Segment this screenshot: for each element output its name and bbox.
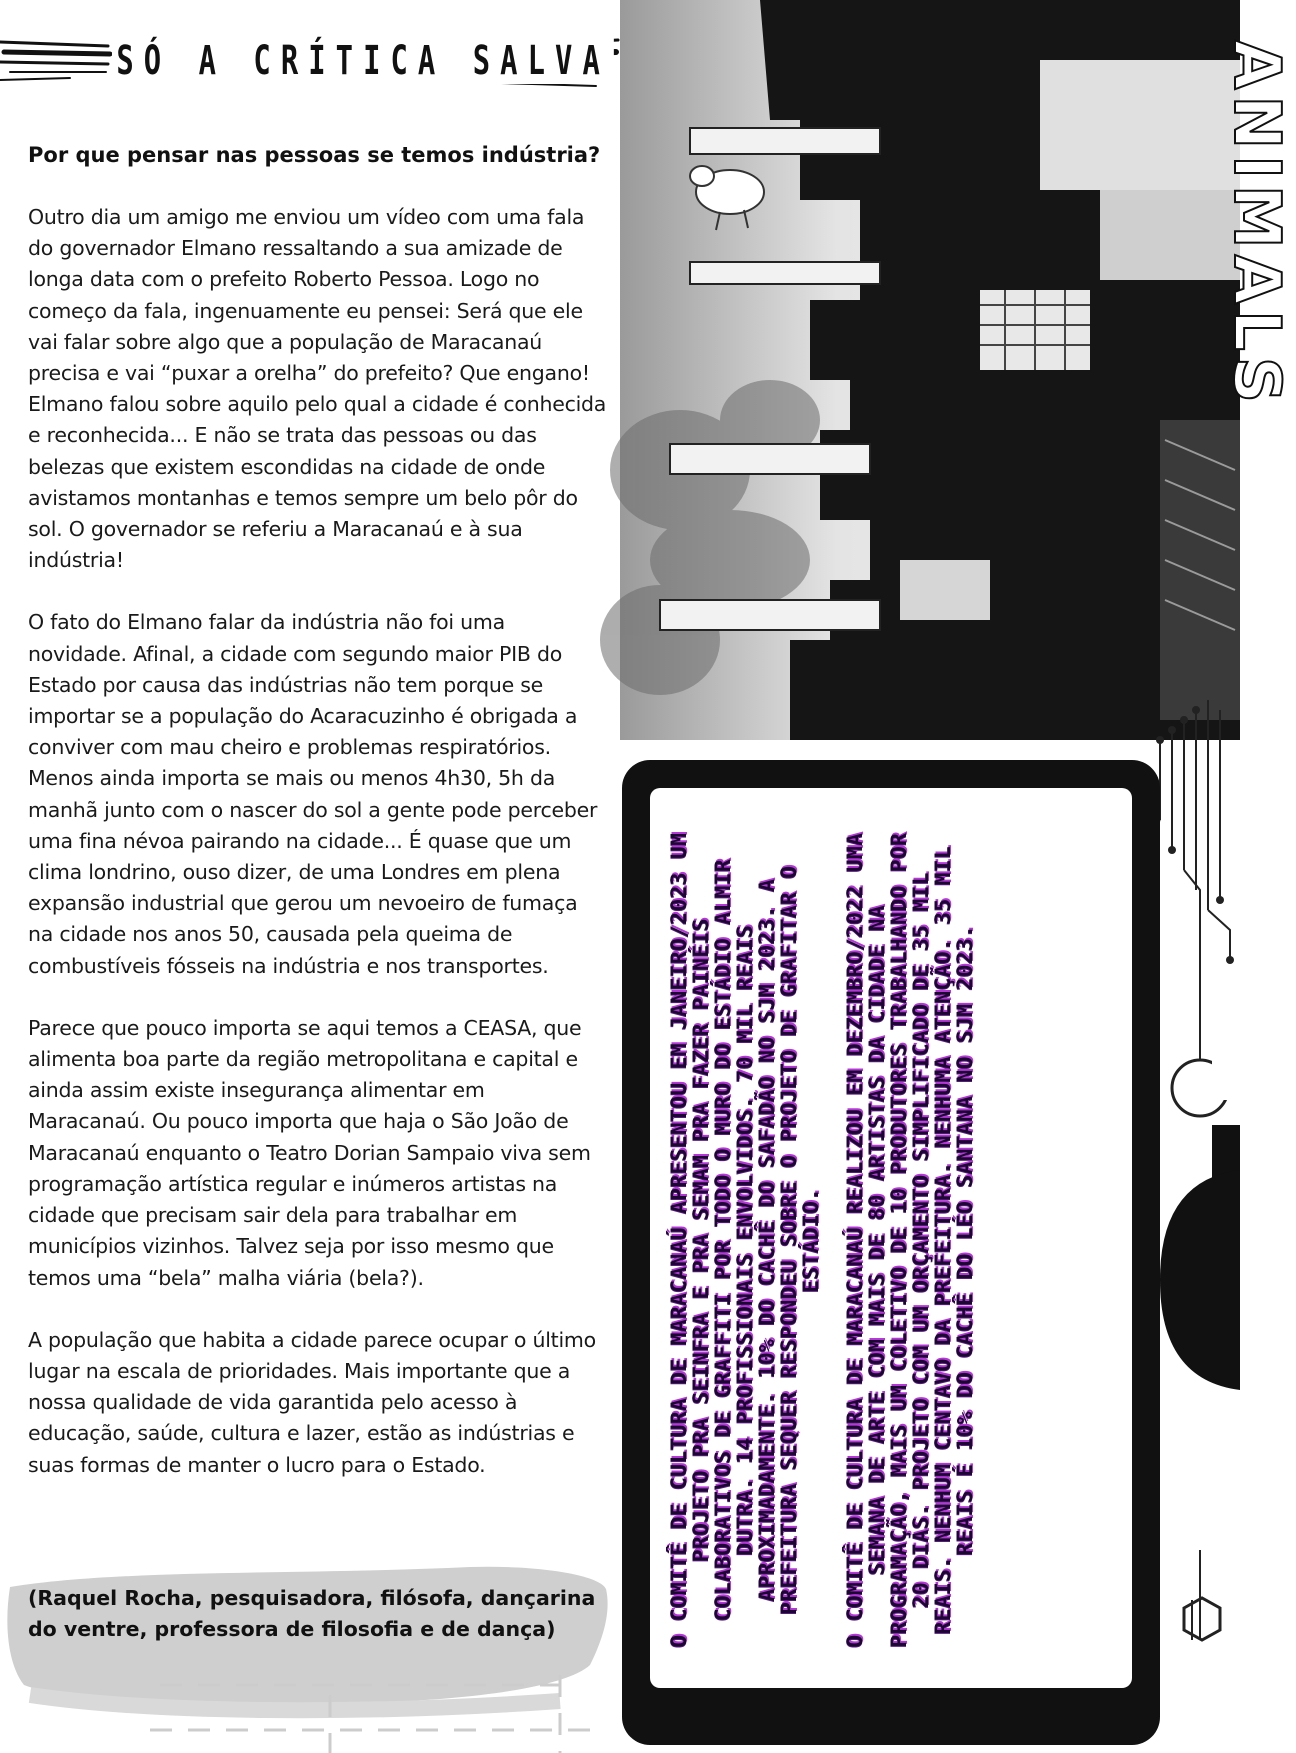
article-paragraph: Outro dia um amigo me enviou um vídeo com uma fala do governador Elmano ressaltando a sua amizade de longa data com o prefeito Roberto Pessoa. Logo no começo da fala, ingenuamente eu pensei: Será que ele vai falar sobre algo que a população de Maracanaú precisa e vai “puxar a orelha” do prefeito? Que engano! Elmano falou sobre aquilo pelo qual a cidade é conhecida e reconhecida... E não se trata das pessoas ou das belezas que existem escondidas na cidade de onde avistamos montanhas e temos sempre um belo pôr do sol. O governador se referiu a Maracanaú e à sua indústria!	[28, 205, 607, 573]
notice-paragraph-art-week: O COMITÊ DE CULTURA DE MARACANAÚ REALIZOU EM DEZEMBRO/2022 UMA SEMANA DE ARTE COM MAIS DE 80 ARTISTAS DA CIDADE NA PROGRAMAÇÃO, MAIS UM COLETIVO DE 10 PRODUTORES TRABALHANDO POR 20 DIAS. PROJETO COM UM ORÇAMENTO SIMPLIFICADO DE 35 MIL REAIS. NENHUM CENTAVO DA PREFEITURA. NENHUMA ATENÇÃO. 35 MIL REAIS É 10% DO CACHÊ DO LÉO SANTANA NO SJM 2023.	[843, 832, 977, 1648]
power-station-photo	[620, 0, 1293, 740]
album-title-lettering: ANIMALS	[1219, 40, 1293, 409]
article-paragraph: Parece que pouco importa se aqui temos a CEASA, que alimenta boa parte da região metropolitana e capital e ainda assim existe insegurança alimentar em Maracanaú. Ou pouco importa que haja o São João de Maracanaú enquanto o Teatro Dorian Sampaio viva sem programação artística regular e inúmeros artistas na cidade que precisam sair dela para trabalhar em municípios vizinhos. Talvez seja por isso mesmo que temos uma “bela” malha viária (bela?).	[28, 1015, 591, 1290]
power-station-illustration	[620, 0, 1240, 740]
author-credit-area	[0, 1545, 620, 1753]
article-paragraph: O fato do Elmano falar da indústria não foi uma novidade. Afinal, a cidade com segundo maior PIB do Estado por causa das indústrias não tem porque se importar se a população do Acaracuzinho é obrigada a conviver com mau cheiro e problemas respiratórios. Menos ainda importa se mais ou menos 4h30, 5h da manhã junto com o nascer do sol a gente pode perceber uma fina névoa pairando na cidade... É quase que um clima londrino, ouso dizer, de uma Londres em plena expansão industrial que gerou um nevoeiro de fumaça na cidade nos anos 50, causada pela queima de combustíveis fósseis na indústria e nos transportes.	[28, 610, 598, 978]
notice-paragraph-graffiti: O COMITÊ DE CULTURA DE MARACANAÚ APRESENTOU EM JANEIRO/2023 UM PROJETO PRA SEINFRA E PRA SEMAM PRA FAZER PAINÉIS COLABORATIVOS DE GRAFFITI POR TODO O MURO DO ESTÁDIO ALMIR DUTRA. 14 PROFISSIONAIS ENVOLVIDOS. 70 MIL REAIS APROXIMADAMENTE. 10% DO CACHÊ DO SAFADÃO NO SJM 2023. A PREFEITURA SEQUER RESPONDEU SOBRE O PROJETO DE GRAFITAR O ESTÁDIO.	[667, 832, 823, 1648]
article-column	[28, 140, 608, 1512]
monitor-screen	[650, 788, 1132, 1688]
notice-text-block	[650, 788, 1132, 1688]
brush-stroke-background	[0, 1545, 620, 1753]
masthead	[0, 20, 620, 90]
article-heading: Por que pensar nas pessoas se temos indústria?	[28, 143, 601, 167]
article-paragraph: A população que habita a cidade parece ocupar o último lugar na escala de prioridades. Mais importante que a nossa qualidade de vida garantida pelo acesso à educação, saúde, cultura e lazer, estão as indústrias e suas formas de manter o lucro para o Estado.	[28, 1327, 596, 1477]
author-credit: (Raquel Rocha, pesquisadora, filósofa, dançarina do ventre, professora de filosofia e de dança)	[28, 1586, 596, 1641]
monitor-frame	[622, 760, 1160, 1745]
masthead-title: SÓ A CRÍTICA SALVA	[112, 38, 614, 84]
